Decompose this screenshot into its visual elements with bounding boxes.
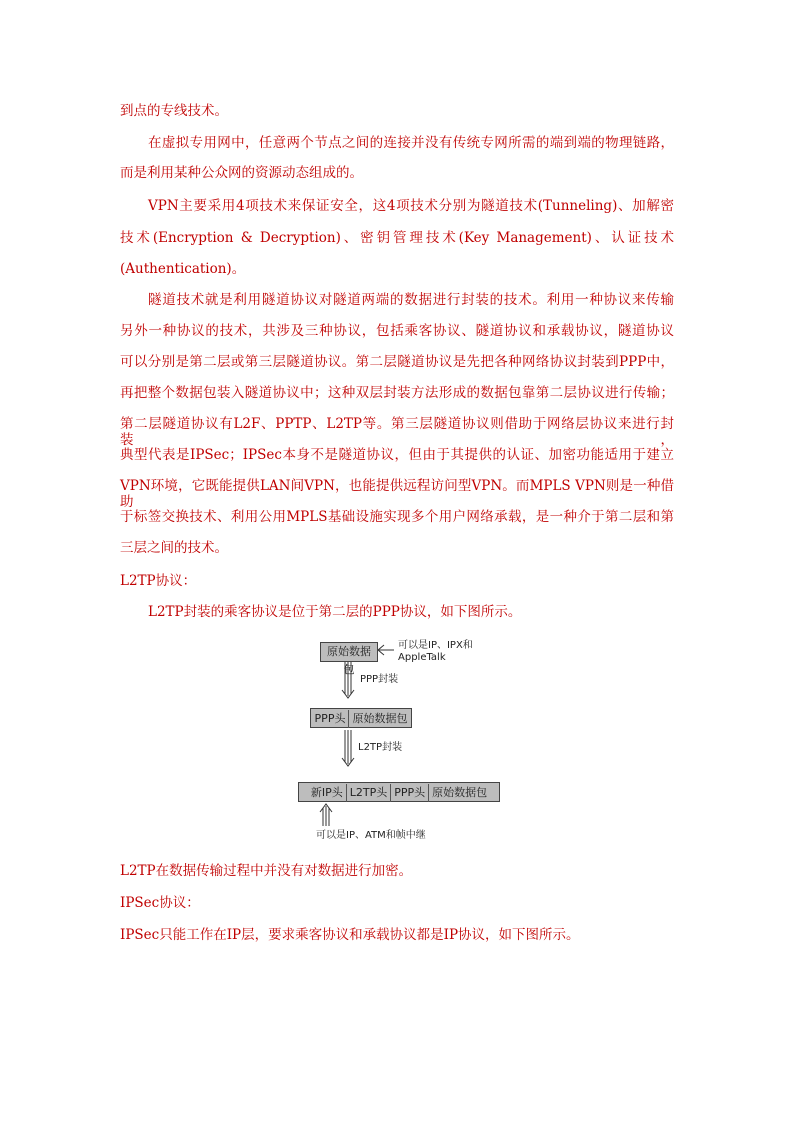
paragraph-line: VPN主要采用4项技术来保证安全，这4项技术分别为隧道技术(Tunneling)、加解密 [148, 198, 674, 214]
section-heading-l2tp: L2TP协议： [120, 573, 197, 589]
l2tp-header-cell: L2TP头 [347, 784, 391, 802]
carrier-protocol-note: 可以是IP、ATM和帧中继 [316, 830, 426, 841]
original-packet-cell: 原始数据包 [327, 645, 371, 676]
ppp-frame-box [310, 708, 412, 728]
paragraph-line: 第二层隧道协议有L2F、PPTP、L2TP等。第三层隧道协议则借助于网络层协议来进行封装， [120, 416, 674, 448]
passenger-protocol-note: AppleTalk [398, 652, 446, 663]
arrow-up-icon [320, 804, 332, 826]
paragraph-line: 于标签交换技术、利用公用MPLS基础设施实现多个用户网络承载，是一种介于第二层和第 [120, 509, 674, 525]
passenger-protocol-note: 可以是IP、IPX和 [398, 640, 473, 651]
paragraph-line: L2TP封装的乘客协议是位于第二层的PPP协议，如下图所示。 [148, 604, 522, 620]
paragraph-line: 技术(Encryption & Decryption)、密钥管理技术(Key Management)、认证技术 [120, 230, 674, 246]
paragraph-line: 可以分别是第二层或第三层隧道协议。第二层隧道协议是先把各种网络协议封装到PPP中， [120, 354, 674, 370]
original-packet-box [320, 642, 378, 676]
l2tp-encapsulation-label: L2TP封装 [358, 742, 403, 753]
paragraph-line: 再把整个数据包装入隧道协议中；这种双层封装方法形成的数据包靠第二层协议进行传输； [120, 385, 674, 401]
ppp-header-cell: PPP头 [312, 710, 350, 728]
paragraph-line: 而是利用某种公众网的资源动态组成的。 [120, 165, 363, 181]
ppp-encapsulation-label: PPP封装 [360, 674, 399, 685]
section-heading-ipsec: IPSec协议： [120, 895, 200, 911]
paragraph-line: 到点的专线技术。 [120, 103, 228, 119]
paragraph-line: 三层之间的技术。 [120, 540, 228, 556]
paragraph-line: 隧道技术就是利用隧道协议对隧道两端的数据进行封装的技术。利用一种协议来传输 [148, 292, 674, 308]
paragraph-line: VPN环境，它既能提供LAN间VPN，也能提供远程访问型VPN。而MPLS VPN则是一种借助 [120, 478, 674, 510]
l2tp-encapsulation-figure [298, 636, 508, 848]
original-packet-cell: 原始数据包 [352, 712, 408, 725]
figure-arrows [298, 636, 508, 848]
original-packet-cell: 原始数据包 [432, 786, 488, 799]
arrow-down-icon [342, 730, 354, 766]
arrow-left-icon [378, 645, 394, 655]
paragraph-line: L2TP在数据传输过程中并没有对数据进行加密。 [120, 863, 413, 879]
paragraph-line: (Authentication)。 [120, 261, 246, 277]
l2tp-packet-box [298, 782, 500, 802]
paragraph-line: 在虚拟专用网中，任意两个节点之间的连接并没有传统专网所需的端到端的物理链路， [148, 135, 674, 151]
paragraph-line: 另外一种协议的技术，共涉及三种协议，包括乘客协议、隧道协议和承载协议，隧道协议 [120, 323, 674, 339]
ppp-header-cell: PPP头 [391, 784, 429, 802]
paragraph-line: IPSec只能工作在IP层，要求乘客协议和承载协议都是IP协议，如下图所示。 [120, 927, 580, 943]
new-ip-header-cell: 新IP头 [308, 784, 347, 802]
paragraph-line: 典型代表是IPSec；IPSec本身不是隧道协议，但由于其提供的认证、加密功能适用于建立 [120, 447, 674, 463]
